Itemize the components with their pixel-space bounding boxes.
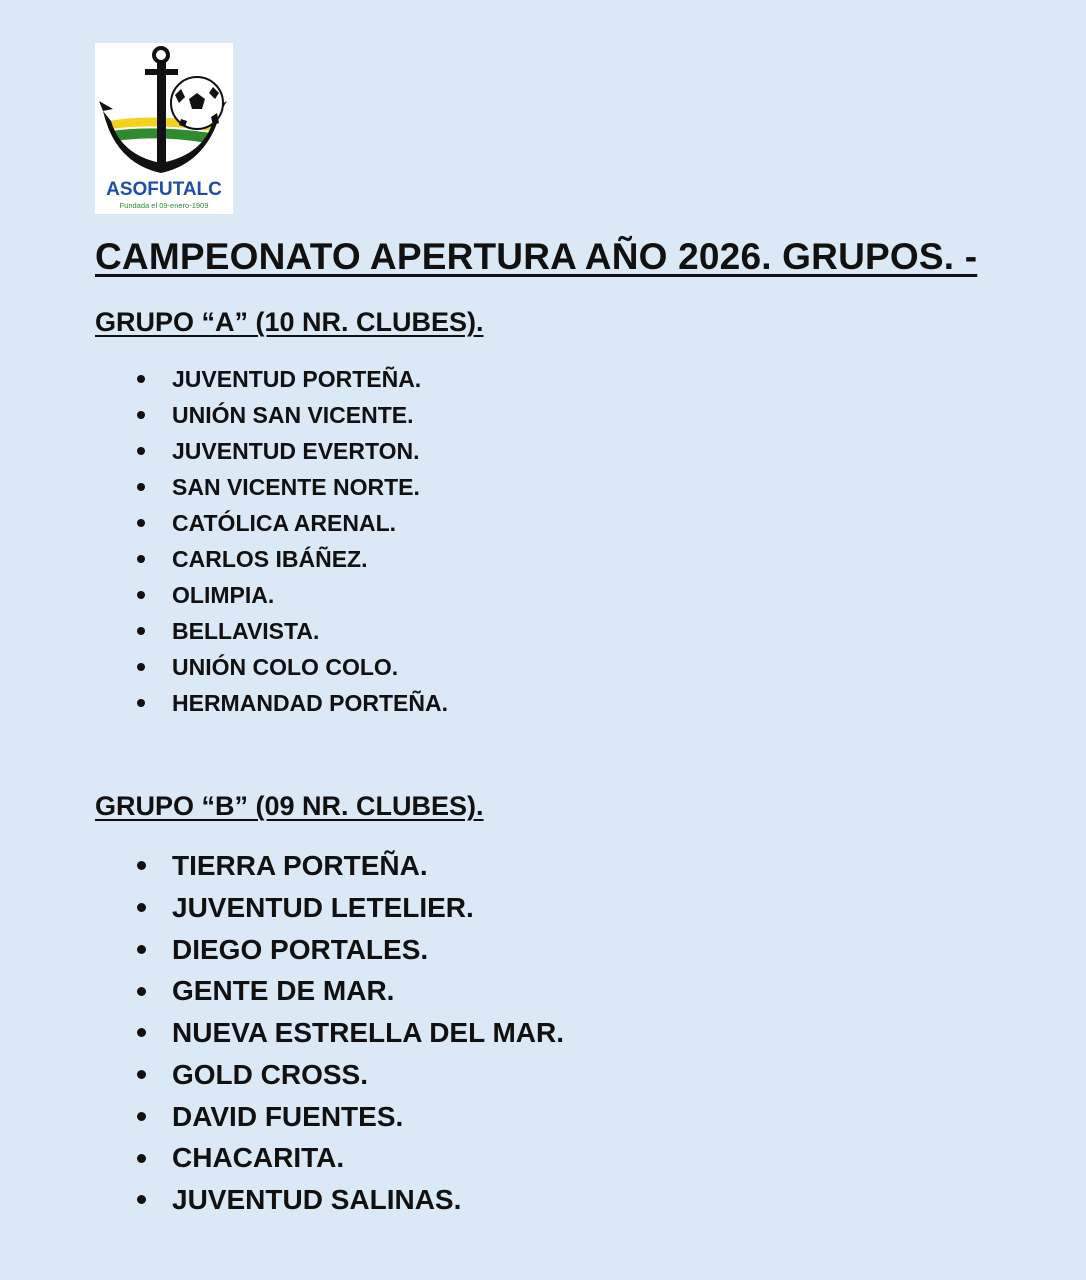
- list-item: CATÓLICA ARENAL.: [0, 505, 448, 541]
- list-item: OLIMPIA.: [0, 577, 448, 613]
- list-item: NUEVA ESTRELLA DEL MAR.: [0, 1012, 564, 1054]
- list-item: CHACARITA.: [0, 1137, 564, 1179]
- list-item: BELLAVISTA.: [0, 613, 448, 649]
- list-item: JUVENTUD SALINAS.: [0, 1179, 564, 1221]
- list-item: TIERRA PORTEÑA.: [0, 845, 564, 887]
- list-item: JUVENTUD PORTEÑA.: [0, 361, 448, 397]
- list-item: HERMANDAD PORTEÑA.: [0, 685, 448, 721]
- list-item: DIEGO PORTALES.: [0, 929, 564, 971]
- list-item: SAN VICENTE NORTE.: [0, 469, 448, 505]
- group-b-club-list: [0, 845, 564, 1221]
- group-a-heading: GRUPO “A” (10 NR. CLUBES).: [95, 307, 484, 337]
- group-b-heading: GRUPO “B” (09 NR. CLUBES).: [95, 791, 484, 821]
- list-item: JUVENTUD EVERTON.: [0, 433, 448, 469]
- logo-wordmark: ASOFUTALC: [106, 179, 222, 200]
- list-item: DAVID FUENTES.: [0, 1096, 564, 1138]
- anchor-ball-logo-image: [95, 43, 233, 214]
- logo-subtitle: Fundada el 09-enero-1909: [119, 201, 209, 210]
- list-item: JUVENTUD LETELIER.: [0, 887, 564, 929]
- list-item: CARLOS IBÁÑEZ.: [0, 541, 448, 577]
- list-item: UNIÓN SAN VICENTE.: [0, 397, 448, 433]
- club-logo: [95, 43, 233, 214]
- group-a-club-list: [0, 361, 448, 721]
- page-title: CAMPEONATO APERTURA AÑO 2026. GRUPOS. -: [95, 236, 978, 277]
- list-item: UNIÓN COLO COLO.: [0, 649, 448, 685]
- list-item: GOLD CROSS.: [0, 1054, 564, 1096]
- list-item: GENTE DE MAR.: [0, 970, 564, 1012]
